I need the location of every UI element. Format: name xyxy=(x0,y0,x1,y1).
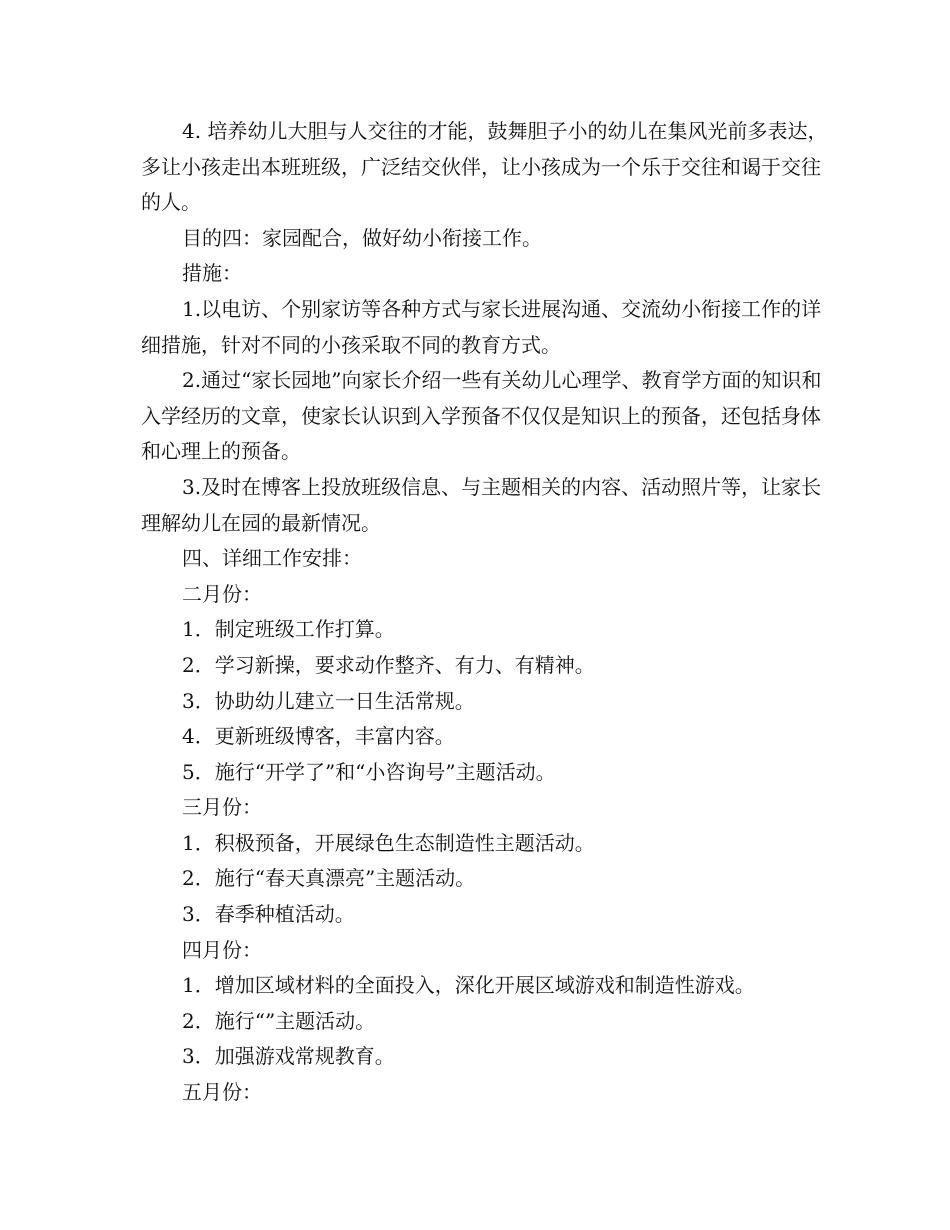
month-heading-march: 三月份： xyxy=(182,795,262,820)
paragraph-goal4-heading: 目的四：家园配合，做好幼小衔接工作。 xyxy=(182,225,542,250)
document-body xyxy=(141,114,836,1111)
paragraph-measure-2: 2.通过“家长园地”向家长介绍一些有关幼儿心理学、教育学方面的知识和入学经历的文章，使家长认识到入学预备不仅仅是知识上的预备，还包括身体和心理上的预备。 xyxy=(141,368,822,464)
list-item: 3．春季种植活动。 xyxy=(182,902,355,927)
list-item: 2．施行“春天真漂亮”主题活动。 xyxy=(182,866,476,891)
paragraph-measure-3: 3.及时在博客上投放班级信息、与主题相关的内容、活动照片等，让家长理解幼儿在园的最新情况。 xyxy=(141,474,822,535)
list-item: 1．增加区域材料的全面投入，深化开展区域游戏和制造性游戏。 xyxy=(182,973,755,998)
month-heading-may: 五月份： xyxy=(182,1080,262,1105)
section-heading-work-schedule: 四、详细工作安排： xyxy=(182,546,362,571)
month-heading-april: 四月份： xyxy=(182,937,262,962)
list-item: 1．积极预备，开展绿色生态制造性主题活动。 xyxy=(182,830,595,855)
month-heading-february: 二月份： xyxy=(182,581,262,606)
list-item: 3．协助幼儿建立一日生活常规。 xyxy=(182,688,475,713)
list-item: 4．更新班级博客，丰富内容。 xyxy=(182,724,455,749)
list-item: 2．施行“”主题活动。 xyxy=(182,1008,376,1033)
paragraph-goal3-item4: 4. 培养幼儿大胆与人交往的才能，鼓舞胆子小的幼儿在集风光前多表达，多让小孩走出本班班级，广泛结交伙伴，让小孩成为一个乐于交往和谒于交往的人。 xyxy=(141,119,828,215)
list-item: 3．加强游戏常规教育。 xyxy=(182,1044,395,1069)
list-item: 5．施行“开学了”和“小咨询号”主题活动。 xyxy=(182,759,556,784)
paragraph-measure-1: 1.以电访、个别家访等各种方式与家长进展沟通、交流幼小衔接工作的详细措施，针对不同的小孩采取不同的教育方式。 xyxy=(141,296,822,357)
list-item: 2．学习新操，要求动作整齐、有力、有精神。 xyxy=(182,652,595,677)
paragraph-measures-label: 措施： xyxy=(182,261,242,286)
list-item: 1．制定班级工作打算。 xyxy=(182,617,395,642)
